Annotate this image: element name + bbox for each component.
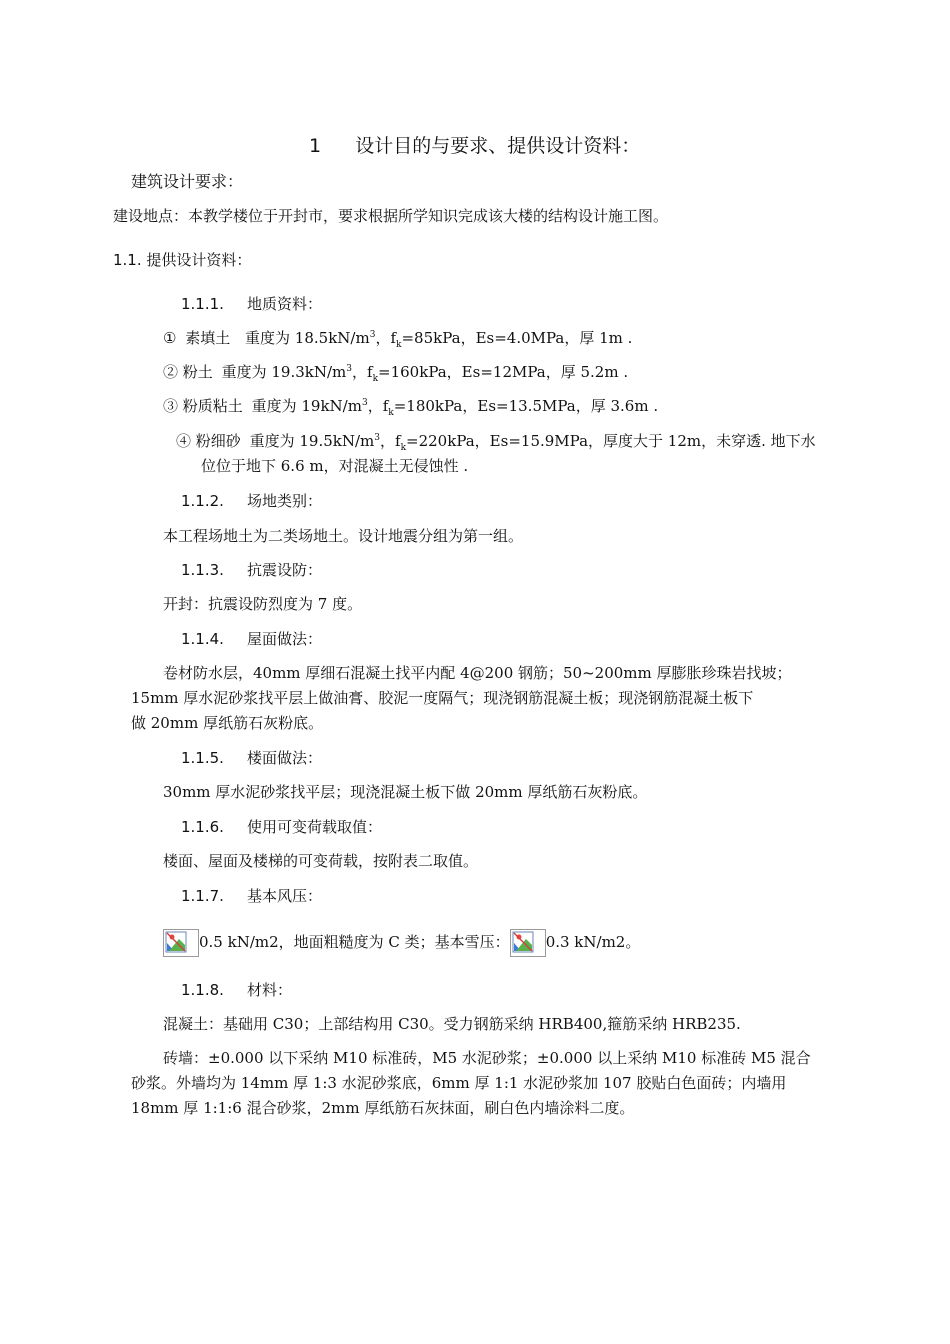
roof-text-line-1: 卷材防水层，40mm 厚细石混凝土找平内配 4@200 钢筋；50~200mm 厚膨胀珍珠岩找坡； <box>163 664 792 682</box>
layer-name: 素填土 <box>185 329 231 347</box>
broken-image-icon <box>163 929 199 957</box>
layer-marker: ④ <box>176 432 192 450</box>
floor-text: 30mm 厚水泥砂浆找平层；现浇混凝土板下做 20mm 厚纸筋石灰粉底。 <box>163 783 648 801</box>
wind-snow-line <box>163 928 640 957</box>
section-1-1-3-heading <box>181 560 322 580</box>
section-title: 抗震设防： <box>247 561 323 579</box>
section-number: 1.1.8. <box>181 981 224 999</box>
layer-text: =85kPa，Es=4.0MPa，厚 1m . <box>401 329 633 347</box>
section-number: 1.1.7. <box>181 887 224 905</box>
section-title: 楼面做法： <box>247 749 323 767</box>
soil-layer-4 <box>176 431 816 451</box>
layer-name: 粉细砂 <box>195 432 241 450</box>
layer-text: ，f <box>380 432 401 450</box>
brick-text-line-2: 砂浆。外墙均为 14mm 厚 1:3 水泥砂浆底，6mm 厚 1:1 水泥砂浆加 107 胶贴白色面砖；内墙用 <box>131 1074 787 1092</box>
brick-text-line-1: 砖墙：±0.000 以下采纳 M10 标准砖，M5 水泥砂浆；±0.000 以上采纳 M10 标准砖 M5 混合 <box>163 1049 811 1067</box>
layer-marker: ③ <box>163 397 179 415</box>
layer-text: =160kPa，Es=12MPa，厚 5.2m . <box>378 363 629 381</box>
section-1-1-2-heading <box>181 491 322 511</box>
layer-marker: ② <box>163 363 179 381</box>
layer-name: 粉质粘土 <box>182 397 243 415</box>
site-location-text: 建设地点：本教学楼位于开封市，要求根据所学知识完成该大楼的结构设计施工图。 <box>113 207 669 225</box>
soil-layer-3 <box>163 396 658 416</box>
soil-layer-2 <box>163 362 628 382</box>
seismic-text: 开封：抗震设防烈度为 7 度。 <box>163 595 363 613</box>
layer-text: =220kPa，Es=15.9MPa，厚度大于 12m，未穿透. 地下水 <box>406 432 816 450</box>
title-text: 设计目的与要求、提供设计资料： <box>355 135 641 157</box>
layer-sub: k <box>400 443 407 453</box>
layer-text: 重度为 19.5kN/m <box>249 432 375 450</box>
live-load-text: 楼面、屋面及楼梯的可变荷载，按附表二取值。 <box>163 852 479 870</box>
layer-text: =180kPa，Es=13.5MPa，厚 3.6m . <box>393 397 659 415</box>
layer-text: 重度为 19kN/m <box>251 397 362 415</box>
layer-sup: 3 <box>361 398 368 408</box>
section-1-1-8-heading <box>181 980 292 1000</box>
section-title: 场地类别： <box>247 492 323 510</box>
section-title: 地质资料： <box>247 295 323 313</box>
section-1-1-7-heading <box>181 886 322 906</box>
layer-sub: k <box>388 408 394 418</box>
broken-image-icon <box>510 929 546 957</box>
section-title: 材料： <box>247 981 293 999</box>
section-title: 基本风压： <box>247 887 323 905</box>
layer-sub: k <box>372 374 379 384</box>
roof-text-line-3: 做 20mm 厚纸筋石灰粉底。 <box>131 714 324 732</box>
layer-sub: k <box>396 340 402 350</box>
section-number: 1.1. <box>113 251 142 269</box>
layer-text: 重度为 18.5kN/m <box>245 329 370 347</box>
layer-sup: 3 <box>374 433 380 443</box>
concrete-text: 混凝土：基础用 C30；上部结构用 C30。受力钢筋采纳 HRB400,箍筋采纳 HRB235. <box>163 1015 741 1033</box>
section-1-1-heading <box>113 250 251 270</box>
building-req-heading: 建筑设计要求： <box>131 172 244 191</box>
layer-name: 粉土 <box>182 363 213 381</box>
section-title: 屋面做法： <box>247 630 323 648</box>
roof-text-line-2: 15mm 厚水泥砂浆找平层上做油膏、胶泥一度隔气；现浇钢筋混凝土板；现浇钢筋混凝土板下 <box>131 689 754 707</box>
section-1-1-5-heading <box>181 748 322 768</box>
section-1-1-6-heading <box>181 817 382 837</box>
soil-layer-4-cont: 位位于地下 6.6 m，对混凝土无侵蚀性 . <box>201 457 469 475</box>
layer-text: ，f <box>367 397 389 415</box>
layer-text: ，f <box>375 329 396 347</box>
title-number: 1 <box>309 135 322 157</box>
site-class-text: 本工程场地土为二类场地土。设计地震分组为第一组。 <box>163 527 524 545</box>
section-title: 提供设计资料： <box>146 251 252 269</box>
layer-text: ，f <box>352 363 373 381</box>
section-number: 1.1.3. <box>181 561 224 579</box>
brick-text-line-3: 18mm 厚 1:1:6 混合砂浆，2mm 厚纸筋石灰抹面，刷白色内墙涂料二度。 <box>131 1099 635 1117</box>
section-1-1-1-heading <box>181 294 322 314</box>
page-title <box>309 134 640 158</box>
section-number: 1.1.4. <box>181 630 224 648</box>
layer-text: 重度为 19.3kN/m <box>221 363 347 381</box>
layer-sup: 3 <box>369 330 376 340</box>
section-number: 1.1.1. <box>181 295 224 313</box>
section-1-1-4-heading <box>181 629 322 649</box>
soil-layer-1 <box>163 328 632 348</box>
section-number: 1.1.5. <box>181 749 224 767</box>
wind-pressure-text: 0.5 kN/m2，地面粗糙度为 C 类；基本雪压： <box>199 933 510 951</box>
layer-sup: 3 <box>346 364 352 374</box>
section-title: 使用可变荷载取值： <box>247 818 383 836</box>
section-number: 1.1.6. <box>181 818 224 836</box>
section-number: 1.1.2. <box>181 492 224 510</box>
snow-pressure-text: 0.3 kN/m2。 <box>545 933 641 951</box>
layer-marker: ① <box>163 329 177 347</box>
